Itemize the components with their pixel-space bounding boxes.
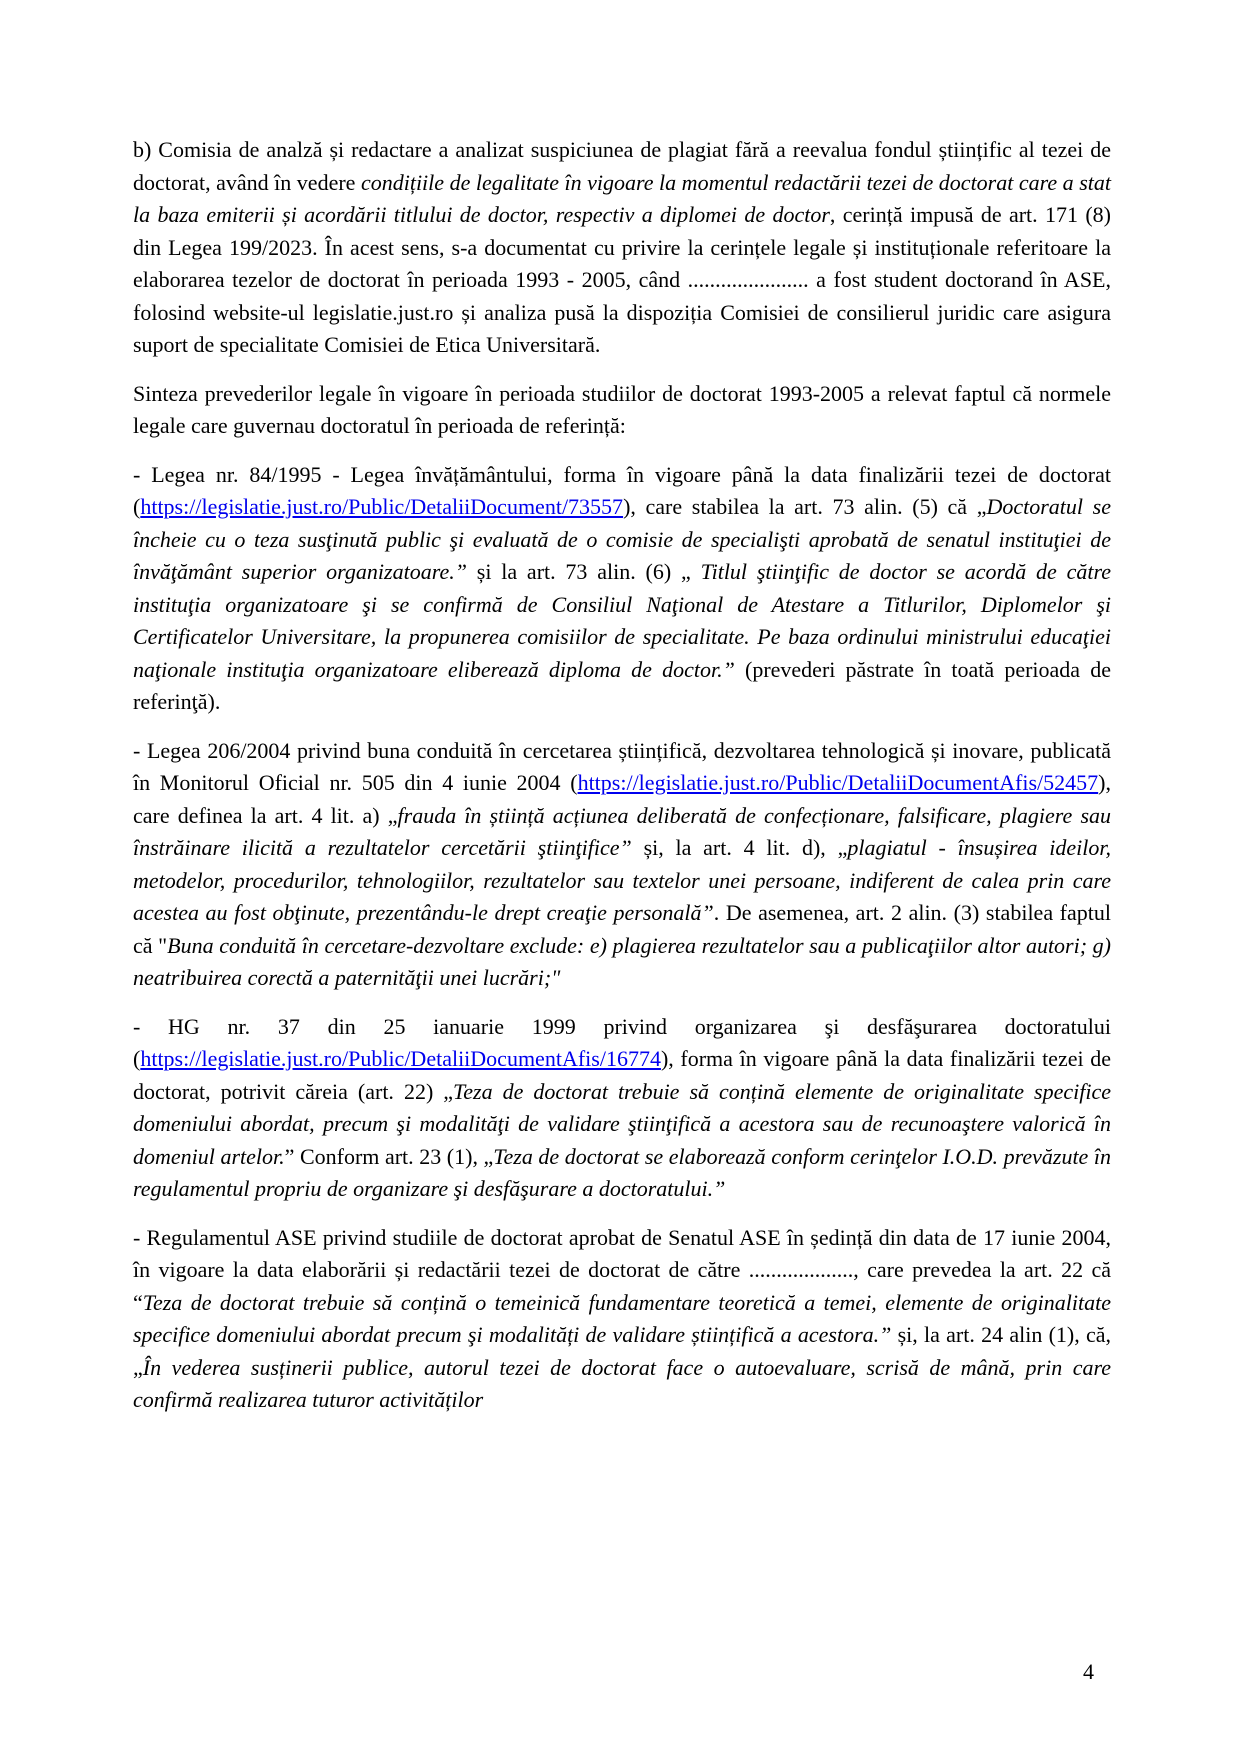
text-segment: Doctoratul se încheie cu o teza susţinută public şi evaluată de o comisie de specialişti aprobată de senatul instituţiei de învăţământ superior organizatoare.” [133, 494, 1111, 584]
text-segment: - Legea 206/2004 privind buna conduită în cercetarea științifică, dezvoltarea tehnologică și inovare, publicată în Monitorul Oficial nr. 505 din 4 iunie 2004 ( [133, 737, 1111, 795]
text-segment: ), forma în vigoare până la data finalizării tezei de doctorat, potrivit căreia (art. 22) „ [133, 1046, 1111, 1104]
page-number: 4 [1083, 1659, 1094, 1684]
text-segment: Teza de doctorat se elaborează conform cerinţelor I.O.D. prevăzute în regulamentul propriu de organizare şi desfăşurare a doctoratului.” [133, 1143, 1112, 1201]
text-segment: Buna conduită în cercetare-dezvoltare exclude: e) plagierea rezultatelor sau a publicaţiilor altor autori; g) neatribuirea corectă a paternităţii unei lucrări;" [133, 932, 1112, 990]
text-segment: - Legea nr. 84/1995 - Legea învățământului, forma în vigoare până la data finalizării tezei de doctorat ( [133, 461, 1111, 519]
text-segment: ” Conform art. 23 (1), „ [284, 1143, 494, 1169]
paragraph-comisia-analiza [133, 134, 1111, 362]
text-segment: frauda în știință acțiunea deliberată de confecționare, falsificare, plagiere sau înstrăinare ilicită a rezultatelor cercetării ştiinţifice” [133, 802, 1111, 860]
text-segment: Teza de doctorat trebuie să conțină o temeinică fundamentare teoretică a temei, elemente de originalitate specifice domeniului abordat precum şi modalități de validare științifică a acestora.” [133, 1289, 1111, 1347]
text-segment: - HG nr. 37 din 25 ianuarie 1999 privind organizarea şi desfăşurarea doctoratului ( [133, 1013, 1111, 1071]
text-segment: ), care definea la art. 4 lit. a) „ [133, 770, 1111, 828]
text-segment: . De asemenea, art. 2 alin. (3) stabilea faptul că " [133, 900, 1111, 958]
text-segment: (prevederi păstrate în toată perioada de referinţă). [133, 656, 1111, 714]
text-segment: Teza de doctorat trebuie să conțină elemente de originalitate specifice domeniului abordat, precum şi modalităţi de validare ştiinţifică a acestora sau de recunoaştere valorică în domeniul artelor. [133, 1078, 1111, 1169]
text-segment: - Regulamentul ASE privind studiile de doctorat aprobat de Senatul ASE în ședință din data de 17 iunie 2004, în vigoare la data elaborării și redactării tezei de doctorat de către ..................., care prevedea la art. 22 că “ [133, 1224, 1111, 1315]
paragraph-sinteza-prevederilor [133, 378, 1111, 443]
paragraph-legea-206-2004 [133, 735, 1111, 995]
text-segment: și, la art. 24 alin (1), că, „ [133, 1322, 1111, 1380]
text-segment: , cerință impusă de art. 171 (8) din Legea 199/2023. În acest sens, s-a documentat cu privire la cerințele legale și instituționale referitoare la elaborarea tezelor de doctorat în perioada 1993 - 2005, când ...................... a fost student doctorand în ASE, folosind website-ul legislatie.just.ro și analiza pusă la dispoziția Comisiei de consilierul juridic care asigura suport de specialitate Comisiei de Etica Universitară. [133, 202, 1111, 357]
text-segment: și la art. 73 alin. (6) „ [466, 559, 701, 584]
paragraph-regulament-ase [133, 1222, 1111, 1417]
text-segment: În vederea susținerii publice, autorul tezei de doctorat face o autoevaluare, scrisă de mână, prin care confirmă realizarea tuturor activităților [133, 1354, 1111, 1412]
text-segment: și, la art. 4 lit. d), „ [631, 835, 848, 860]
text-segment: b) Comisia de analză și redactare a analizat suspiciunea de plagiat fără a reevalua fondul științific al tezei de doctorat, având în vedere [133, 137, 1111, 195]
hyperlink[interactable]: https://legislatie.just.ro/Public/DetaliiDocumentAfis/16774 [140, 1046, 661, 1071]
document-body [133, 134, 1111, 1433]
text-segment: condițiile de legalitate în vigoare la momentul redactării tezei de doctorat care a stat la baza emiterii și acordării titlului de doctor, respectiv a diplomei de doctor [133, 169, 1111, 227]
text-segment: Sinteza prevederilor legale în vigoare în perioada studiilor de doctorat 1993-2005 a relevat faptul că normele legale care guvernau doctoratul în perioada de referință: [133, 380, 1111, 438]
hyperlink[interactable]: https://legislatie.just.ro/Public/DetaliiDocument/73557 [140, 494, 624, 519]
hyperlink[interactable]: https://legislatie.just.ro/Public/DetaliiDocumentAfis/52457 [577, 770, 1099, 795]
text-segment: Titlul ştiinţific de doctor se acordă de către instituţia organizatoare şi se confirmă de Consiliul Naţional de Atestare a Titlurilor, Diplomelor şi Certificatelor Universitare, la propunerea comisiilor de specialitate. Pe baza ordinului ministrului educaţiei naţionale instituţia organizatoare eliberează diploma de doctor.” [133, 559, 1112, 682]
paragraph-hg-37-1999 [133, 1011, 1111, 1206]
paragraph-legea-84-1995 [133, 459, 1111, 719]
text-segment: ), care stabilea la art. 73 alin. (5) că „ [623, 494, 987, 519]
text-segment: plagiatul - însușirea ideilor, metodelor, procedurilor, tehnologiilor, rezultatelor sau textelor unei persoane, indiferent de calea prin care acestea au fost obţinute, prezentându-le drept creaţie personală” [133, 835, 1111, 925]
